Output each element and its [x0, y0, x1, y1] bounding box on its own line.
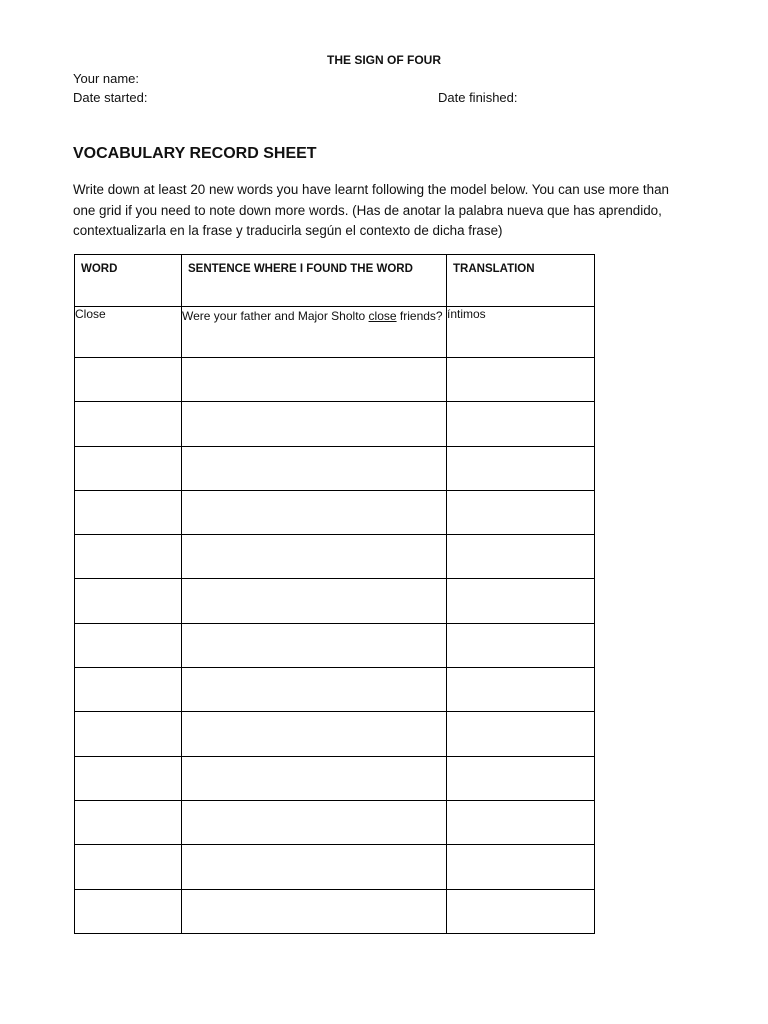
sentence-cell[interactable] [182, 845, 447, 889]
example-row [75, 307, 595, 358]
word-cell[interactable] [75, 889, 182, 933]
table-row [75, 845, 595, 889]
sentence-cell[interactable] [182, 668, 447, 712]
word-cell[interactable] [75, 668, 182, 712]
example-sentence-cell [182, 307, 447, 358]
date-started-label: Date started: [73, 90, 148, 105]
table-row [75, 623, 595, 667]
sentence-cell[interactable] [182, 358, 447, 402]
table-row [75, 402, 595, 446]
translation-cell[interactable] [447, 490, 595, 534]
translation-cell[interactable] [447, 800, 595, 844]
word-cell[interactable] [75, 490, 182, 534]
your-name-label: Your name: [73, 71, 140, 86]
example-word-cell: Close [75, 307, 182, 358]
word-cell[interactable] [75, 579, 182, 623]
document-title: THE SIGN OF FOUR [327, 53, 441, 67]
sentence-cell[interactable] [182, 712, 447, 756]
translation-cell[interactable] [447, 623, 595, 667]
table-row [75, 535, 595, 579]
translation-cell[interactable] [447, 756, 595, 800]
table-header-row [75, 255, 595, 307]
sentence-cell[interactable] [182, 889, 447, 933]
vocabulary-table [74, 254, 595, 934]
table-row [75, 756, 595, 800]
example-sentence-highlight: close [368, 309, 397, 323]
translation-cell[interactable] [447, 579, 595, 623]
translation-cell[interactable] [447, 446, 595, 490]
word-cell[interactable] [75, 756, 182, 800]
column-header-translation: TRANSLATION [447, 255, 595, 307]
table-row [75, 490, 595, 534]
word-cell[interactable] [75, 845, 182, 889]
sentence-cell[interactable] [182, 402, 447, 446]
column-header-sentence: SENTENCE WHERE I FOUND THE WORD [182, 255, 447, 307]
date-finished-label: Date finished: [438, 90, 518, 105]
table-row [75, 668, 595, 712]
translation-cell[interactable] [447, 358, 595, 402]
translation-cell[interactable] [447, 845, 595, 889]
translation-cell[interactable] [447, 712, 595, 756]
sentence-cell[interactable] [182, 756, 447, 800]
translation-cell[interactable] [447, 668, 595, 712]
example-sentence-start: Were your father and Major Sholto [182, 309, 369, 323]
word-cell[interactable] [75, 623, 182, 667]
translation-cell[interactable] [447, 889, 595, 933]
table-row [75, 446, 595, 490]
translation-cell[interactable] [447, 402, 595, 446]
example-translation-cell: íntimos [447, 307, 595, 358]
word-cell[interactable] [75, 358, 182, 402]
word-cell[interactable] [75, 535, 182, 579]
word-cell[interactable] [75, 800, 182, 844]
sheet-heading: VOCABULARY RECORD SHEET [73, 145, 317, 162]
table-row [75, 358, 595, 402]
translation-cell[interactable] [447, 535, 595, 579]
sentence-cell[interactable] [182, 800, 447, 844]
sentence-cell[interactable] [182, 623, 447, 667]
sentence-cell[interactable] [182, 446, 447, 490]
word-cell[interactable] [75, 446, 182, 490]
example-sentence-end: friends? [396, 309, 443, 323]
table-row [75, 889, 595, 933]
sentence-cell[interactable] [182, 579, 447, 623]
sentence-cell[interactable] [182, 535, 447, 579]
word-cell[interactable] [75, 402, 182, 446]
table-row [75, 800, 595, 844]
table-row [75, 579, 595, 623]
instructions-paragraph: Write down at least 20 new words you have learnt following the model below. You can use more than one grid if you need to note down more words. (Has de anotar la palabra nueva que has aprendido, contextualizarla en la frase y traducirla según el contexto de dicha frase) [73, 182, 669, 238]
column-header-word: WORD [75, 255, 182, 307]
sentence-cell[interactable] [182, 490, 447, 534]
word-cell[interactable] [75, 712, 182, 756]
table-row [75, 712, 595, 756]
